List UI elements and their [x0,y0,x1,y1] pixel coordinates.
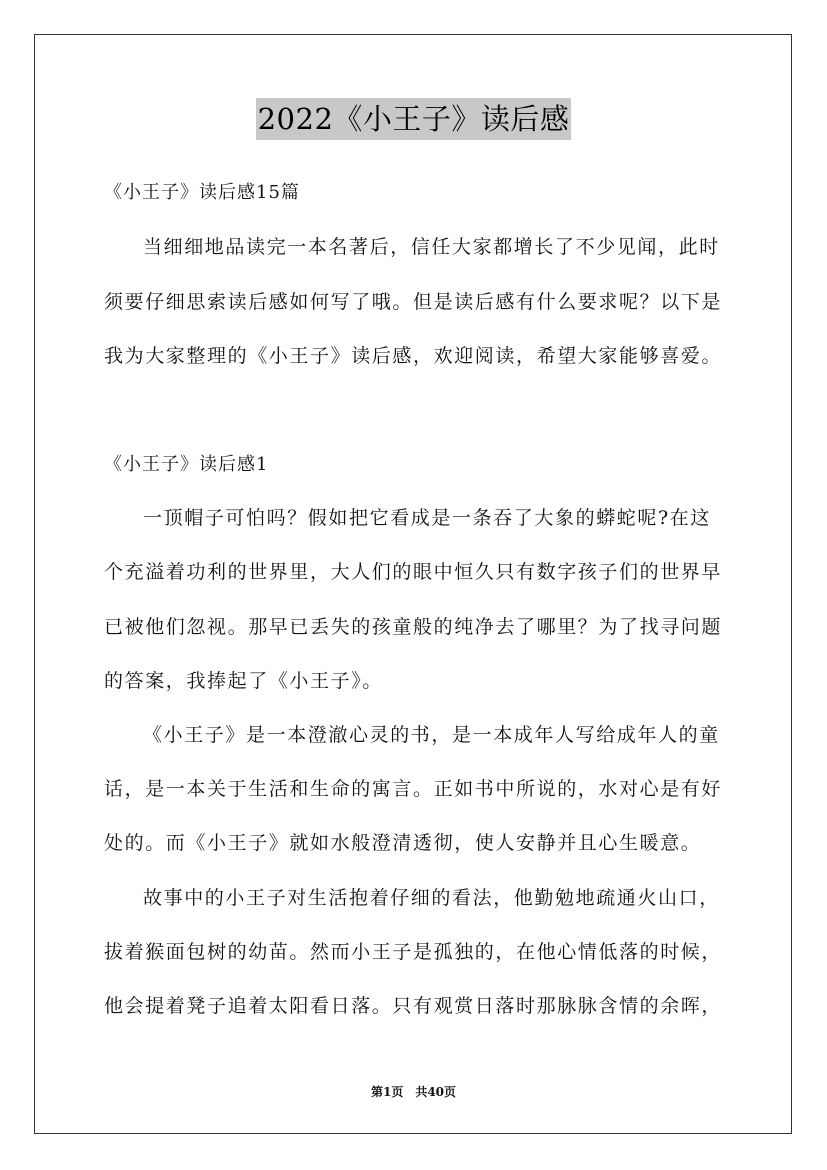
paragraph-line: 话，是一本关于生活和生命的寓言。正如书中所说的，水对心是有好 [104,778,723,800]
section-heading: 《小王子》读后感1 [104,454,269,475]
paragraph-line: 故事中的小王子对生活抱着仔细的看法，他勤勉地疏通火山口， [143,887,720,909]
paragraph-line: 已被他们忽视。那早已丢失的孩童般的纯净去了哪里？为了找寻问题 [104,616,723,638]
page-footer: 第1页 共40页 [370,1085,457,1099]
intro-line: 当细细地品读完一本名著后，信任大家都增长了不少见闻，此时 [143,236,720,258]
document-title: 2022《小王子》读后感 [256,98,572,140]
paragraph-line: 《小王子》是一本澄澈心灵的书，是一本成年人写给成年人的童 [143,724,720,746]
paragraph-line: 个充溢着功利的世界里，大人们的眼中恒久只有数字孩子们的世界早 [104,561,723,583]
paragraph-line: 拔着猴面包树的幼苗。然而小王子是孤独的，在他心情低落的时候， [104,941,723,963]
intro-line: 须要仔细思索读后感如何写了哦。但是读后感有什么要求呢？以下是 [104,291,723,313]
paragraph-line: 他会提着凳子追着太阳看日落。只有观赏日落时那脉脉含情的余晖， [104,995,723,1017]
paragraph-line: 的答案，我捧起了《小王子》。 [104,670,383,692]
paragraph-line: 处的。而《小王子》就如水般澄清透彻，使人安静并且心生暖意。 [104,832,702,854]
document-subtitle: 《小王子》读后感15篇 [104,182,300,203]
title-container [0,98,827,140]
intro-line: 我为大家整理的《小王子》读后感，欢迎阅读，希望大家能够喜爱。 [104,345,723,367]
paragraph-line: 一顶帽子可怕吗？假如把它看成是一条吞了大象的蟒蛇呢?在这 [143,507,711,529]
